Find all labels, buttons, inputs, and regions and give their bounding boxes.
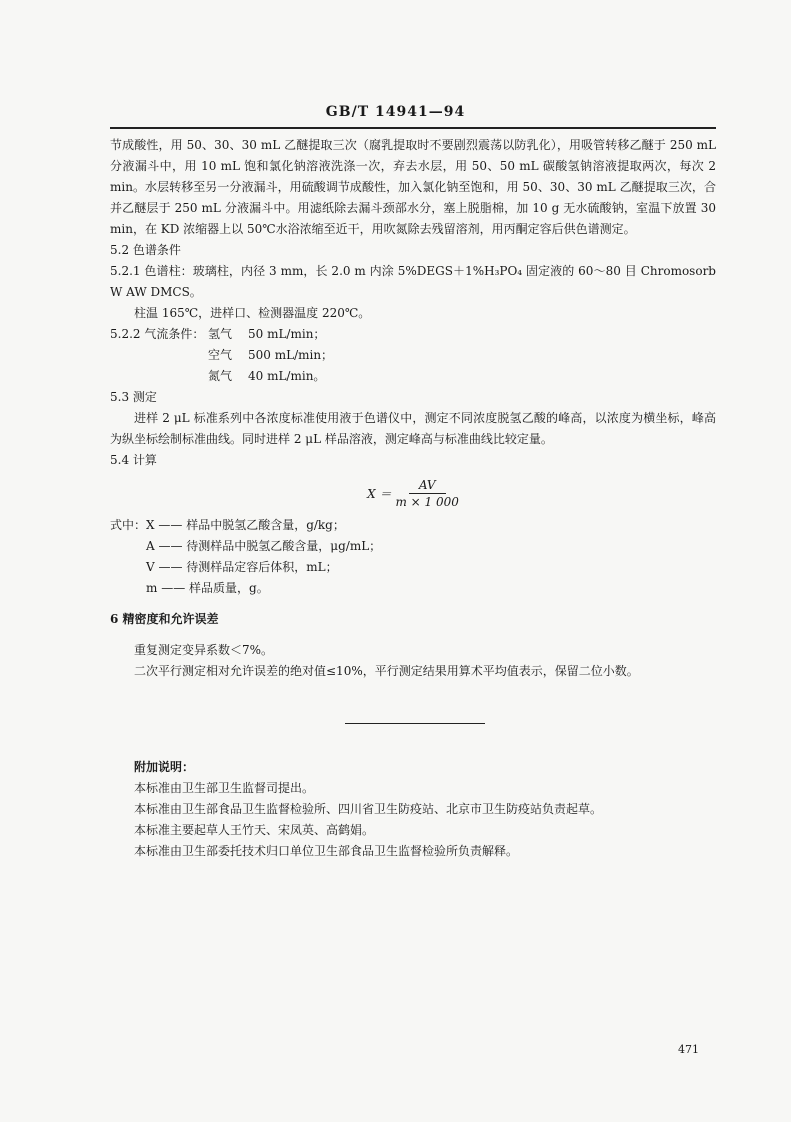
column-temperature-text: 柱温 165℃，进样口、检测器温度 220℃。 — [134, 306, 371, 320]
gas-hydrogen-value: 50 mL/min； — [248, 327, 326, 341]
formula-fraction — [395, 478, 458, 510]
end-rule — [345, 723, 485, 724]
gas-flow-row-1 — [110, 324, 716, 345]
calculation-formula — [110, 477, 716, 511]
gas-air-value: 500 mL/min； — [248, 348, 334, 362]
definition-v: V —— 待测样品定容后体积，mL； — [146, 560, 338, 574]
notes-title: 附加说明： — [134, 760, 195, 774]
paragraph-extraction: 节成酸性，用 50、30、30 mL 乙醚提取三次（腐乳提取时不要剧烈震荡以防乳化），用吸管转移乙醚于 250 mL分液漏斗中，用 10 mL 饱和氯化钠溶液洗涤一次，弃去水层，用 50、50 mL 碳酸氢钠溶液提取两次，每次 2 min。水层转移至另一分液漏斗，用硫酸调节成酸性，加入氯化钠至饱和，用 50、30、30 mL 乙醚提取三次，合并乙醚层于 250 mL 分液漏斗中。用滤纸除去漏斗颈部水分，塞上脱脂棉，加 10 g 无水硫酸钠，室温下放置 30 min，在 KD 浓缩器上以 50℃水浴浓缩至近干，用吹氮除去残留溶剂，用丙酮定容后供色谱测定。 — [110, 138, 716, 236]
formula-denominator: m × 1 000 — [395, 495, 459, 509]
section-6-line-1: 重复测定变异系数＜7%。 — [134, 643, 274, 657]
formula-lhs: X ＝ — [367, 486, 392, 501]
gas-hydrogen-label: 氢气 — [208, 327, 233, 341]
definition-m: m —— 样品质量，g。 — [146, 581, 269, 595]
main-content — [110, 135, 716, 682]
page-header: GB/T 14941—94 — [325, 104, 466, 120]
section-5-4-heading: 5.4 计算 — [110, 453, 157, 467]
section-6-line-2: 二次平行测定相对允许误差的绝对值≤10%，平行测定结果用算术平均值表示，保留二位小数。 — [134, 664, 639, 678]
section-5-3-text: 进样 2 μL 标准系列中各浓度标准使用液于色谱仪中，测定不同浓度脱氢乙酸的峰高，以浓度为横坐标，峰高为纵坐标绘制标准曲线。同时进样 2 μL 样品溶液，测定峰高与标准曲线比较定量。 — [110, 411, 716, 446]
definitions-prefix: 式中： — [110, 518, 147, 532]
definition-a: A —— 待测样品中脱氢乙酸含量，μg/mL； — [146, 539, 382, 553]
header-rule — [110, 127, 716, 129]
note-line-1: 本标准由卫生部卫生监督司提出。 — [134, 781, 315, 795]
section-5-2-1-text: 5.2.1 色谱柱：玻璃柱，内径 3 mm，长 2.0 m 内涂 5%DEGS＋1%H₃PO₄ 固定液的 60～80 目 Chromosorb W AW DMCS。 — [110, 264, 716, 299]
note-line-4: 本标准由卫生部委托技术归口单位卫生部食品卫生监督检验所负责解释。 — [134, 844, 519, 858]
note-line-2: 本标准由卫生部食品卫生监督检验所、四川省卫生防疫站、北京市卫生防疫站负责起草。 — [134, 802, 603, 816]
section-5-2-2-label: 5.2.2 气流条件： — [110, 327, 205, 341]
gas-flow-row-2 — [110, 345, 716, 366]
section-5-3-heading: 5.3 测定 — [110, 390, 157, 404]
section-6-heading: 6 精密度和允许误差 — [110, 612, 219, 626]
section-5-2-heading: 5.2 色谱条件 — [110, 243, 181, 257]
note-line-3: 本标准主要起草人王竹天、宋凤英、高鹤娟。 — [134, 823, 375, 837]
definition-x: X —— 样品中脱氢乙酸含量，g/kg； — [146, 518, 345, 532]
gas-flow-row-3 — [110, 366, 716, 387]
gas-nitrogen-value: 40 mL/min。 — [248, 369, 326, 383]
variable-definitions — [110, 515, 716, 599]
page-number: 471 — [678, 1043, 699, 1056]
gas-nitrogen-label: 氮气 — [208, 369, 233, 383]
additional-notes — [134, 757, 714, 862]
formula-numerator: AV — [409, 478, 446, 494]
gas-air-label: 空气 — [208, 348, 233, 362]
